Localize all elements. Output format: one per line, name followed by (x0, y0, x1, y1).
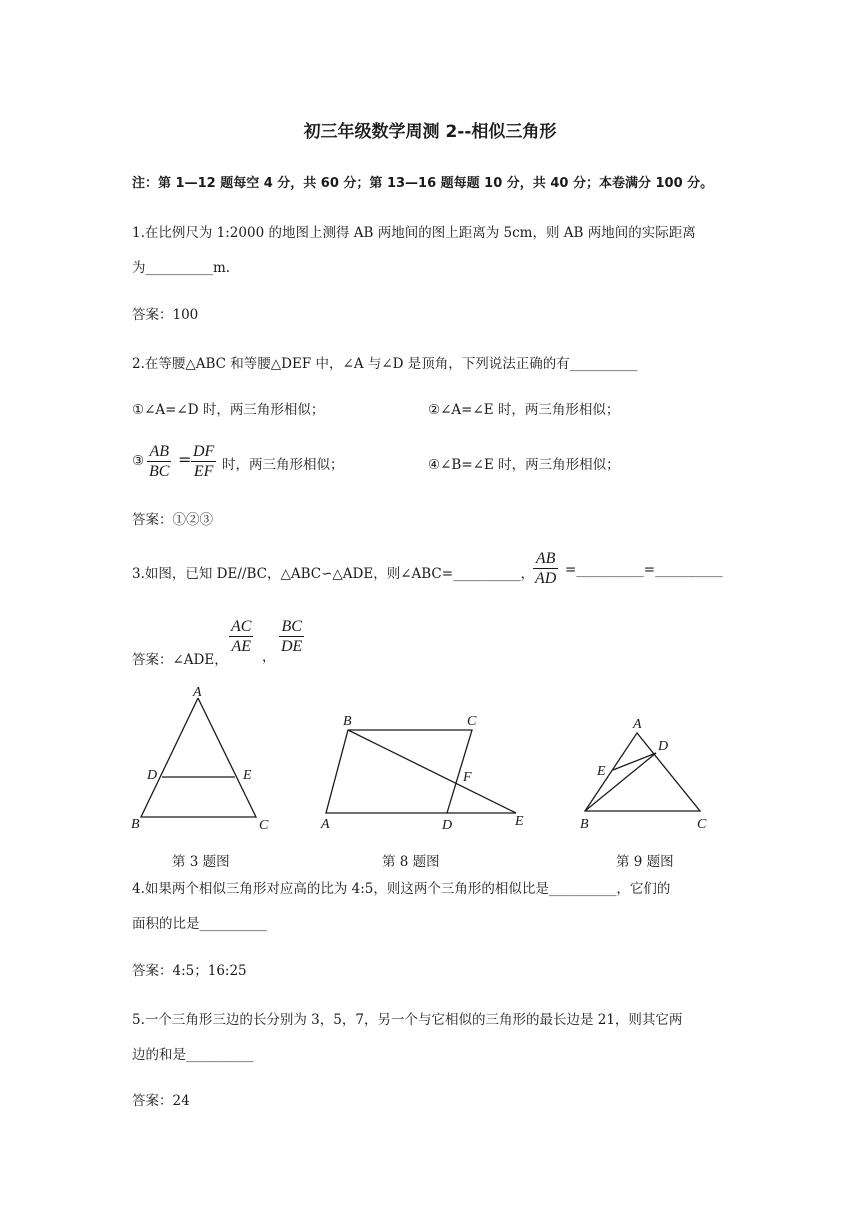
fraction-numerator: AB (147, 442, 171, 462)
fraction-denominator: BC (149, 463, 170, 480)
fraction-numerator: AB (533, 549, 558, 569)
fig9-label-a: A (633, 717, 642, 732)
q2-stem: 2.在等腰△ABC 和等腰△DEF 中，∠A 与∠D 是顶角，下列说法正确的有__________ (132, 356, 638, 372)
q5-answer: 答案：24 (132, 1093, 190, 1109)
fraction-denominator: AE (231, 638, 251, 655)
fig3-label-c: C (259, 818, 269, 833)
fig9-label-d: D (658, 739, 669, 754)
q4-line1: 4.如果两个相似三角形对应高的比为 4:5，则这两个三角形的相似比是__________，它们的 (132, 881, 671, 897)
fig3-label-b: B (131, 817, 140, 832)
q3-stem: 3.如图，已知 DE//BC，△ABC∽△ADE，则∠ABC=__________， (132, 566, 535, 582)
q3-answer-fraction-1 (229, 617, 253, 656)
fig8-label-a: A (321, 817, 330, 832)
fig8-caption: 第 8 题图 (382, 854, 440, 870)
fraction-numerator: AC (231, 618, 252, 635)
fraction-denominator: AD (535, 570, 557, 587)
q2-option-3-fraction-left (147, 442, 171, 481)
equals-sign: = (178, 450, 192, 469)
q5-line2: 边的和是__________ (132, 1047, 254, 1063)
q3-answer-comma: ， (262, 649, 276, 665)
q2-option-3-fraction-right (191, 442, 216, 481)
q3-tail: =__________=__________ (565, 562, 723, 578)
fig8-label-c: C (467, 714, 477, 729)
q2-answer: 答案：①②③ (132, 512, 213, 528)
fig8-label-f: F (463, 770, 472, 785)
q4-line2: 面积的比是__________ (132, 916, 267, 932)
fig3-label-e: E (243, 768, 252, 783)
fig3-triangle-abc (141, 698, 256, 817)
fig9-caption: 第 9 题图 (616, 854, 674, 870)
q2-option-1: ①∠A=∠D 时，两三角形相似； (132, 402, 325, 418)
q2-option-3-prefix: ③ (132, 453, 145, 469)
q2-option-2: ②∠A=∠E 时，两三角形相似； (428, 402, 620, 418)
scoring-note: 注：第 1—12 题每空 4 分，共 60 分；第 13—16 题每题 10 分，共 40 分；本卷满分 100 分。 (132, 176, 714, 191)
q2-option-4: ④∠B=∠E 时，两三角形相似； (428, 457, 620, 473)
fig3-caption: 第 3 题图 (172, 854, 230, 870)
fig3-label-a: A (193, 685, 202, 700)
fig8-label-d: D (442, 818, 453, 833)
q3-answer-prefix: 答案：∠ADE， (132, 652, 228, 668)
q1-line1: 1.在比例尺为 1:2000 的地图上测得 AB 两地间的图上距离为 5cm，则 AB 两地间的实际距离 (132, 225, 696, 241)
fig9-label-e: E (597, 764, 606, 779)
q1-line2: 为__________m. (132, 260, 231, 276)
page-title: 初三年级数学周测 2--相似三角形 (303, 122, 557, 142)
fig9-segment-ed (613, 753, 656, 770)
fraction-numerator: DF (193, 443, 215, 460)
fig3-label-d: D (147, 768, 158, 783)
fraction-numerator: BC (279, 617, 304, 637)
figure-3 (141, 698, 256, 817)
fig9-label-c: C (697, 817, 707, 832)
fig9-label-b: B (580, 817, 589, 832)
q3-fraction (533, 549, 558, 588)
fig8-label-e: E (515, 814, 524, 829)
fraction-denominator: EF (193, 463, 214, 480)
figures-panel (0, 680, 860, 850)
q1-answer: 答案：100 (132, 307, 199, 323)
q3-answer-fraction-2 (279, 617, 304, 656)
q4-answer: 答案：4:5；16:25 (132, 963, 247, 979)
fig8-segment-be (348, 730, 516, 813)
q2-option-3-suffix: 时，两三角形相似； (222, 457, 344, 473)
figure-8 (326, 730, 516, 813)
fraction-denominator: DE (281, 638, 303, 655)
q5-line1: 5.一个三角形三边的长分别为 3，5，7，另一个与它相似的三角形的最长边是 21，则其它两 (132, 1012, 683, 1028)
fig9-segment-bd (585, 753, 656, 811)
fig8-parallelogram-abcd (326, 730, 472, 813)
fig8-label-b: B (343, 714, 352, 729)
